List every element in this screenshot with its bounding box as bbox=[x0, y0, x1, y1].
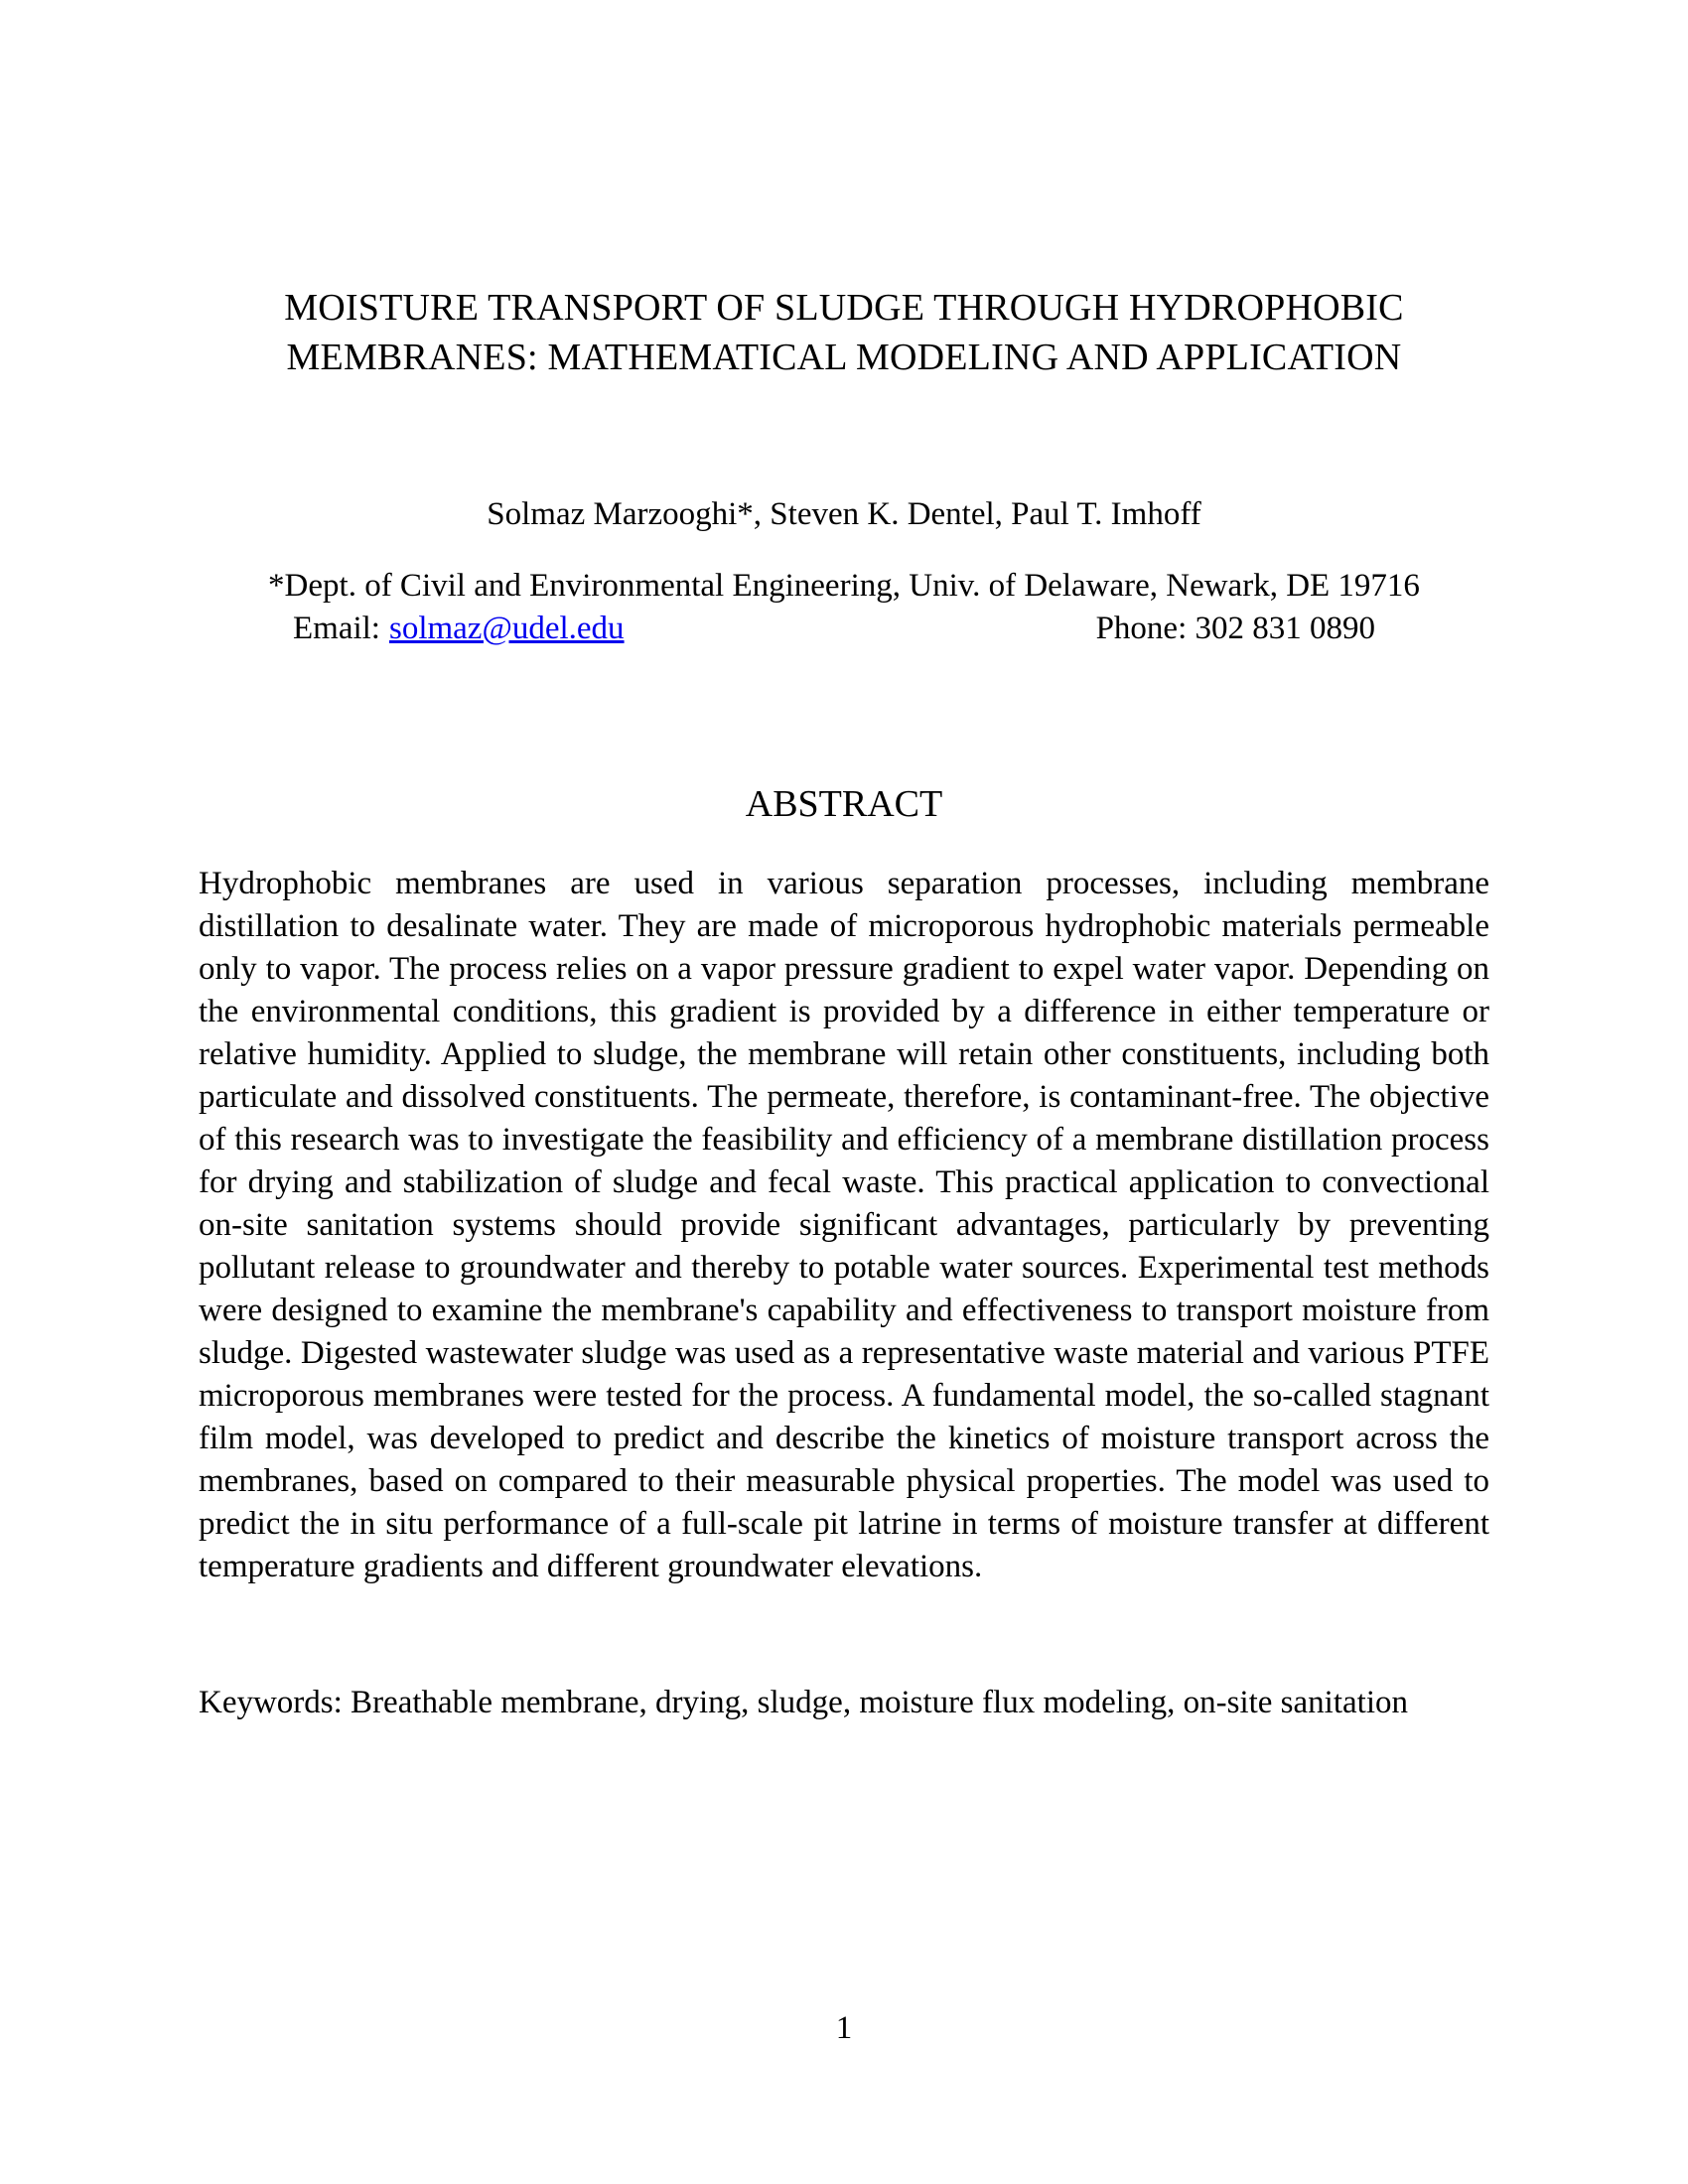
abstract-heading: ABSTRACT bbox=[745, 783, 943, 825]
affiliation-block bbox=[199, 565, 1489, 650]
email-link[interactable]: solmaz@udel.edu bbox=[388, 611, 625, 646]
abstract-paragraph: Hydrophobic membranes are used in various separation processes, including membrane distillation to desalinate water. They are made of microporous hydrophobic materials permeable only to vapor. The process relies on a vapor pressure gradient to expel water vapor. Depending on the environmental conditions, this gradient is provided by a difference in either temperature or relative humidity. Applied to sludge, the membrane will retain other constituents, including both particulate and dissolved constituents. The permeate, therefore, is contaminant-free. The objective of this research was to investigate the feasibility and efficiency of a membrane distillation process for drying and stabilization of sludge and fecal waste. This practical application to convectional on-site sanitation systems should provide significant advantages, particularly by preventing pollutant release to groundwater and thereby to potable water sources. Experimental test methods were designed to examine the membrane's capability and effectiveness to transport moisture from sludge. Digested wastewater sludge was used as a representative waste material and various PTFE microporous membranes were tested for the process. A fundamental model, the so-called stagnant film model, was developed to predict and describe the kinetics of moisture transport across the membranes, based on compared to their measurable physical properties. The model was used to predict the in situ performance of a full-scale pit latrine in terms of moisture transfer at different temperature gradients and different groundwater elevations. bbox=[199, 866, 1489, 1584]
paper-title bbox=[199, 283, 1489, 382]
paper-title-line1: MOISTURE TRANSPORT OF SLUDGE THROUGH HYDROPHOBIC bbox=[284, 287, 1404, 329]
contact-row bbox=[199, 608, 1489, 650]
paper-title-line2: MEMBRANES: MATHEMATICAL MODELING AND APPLICATION bbox=[286, 337, 1402, 378]
keywords-line: Keywords: Breathable membrane, drying, sludge, moisture flux modeling, on-site sanitation bbox=[199, 1685, 1408, 1720]
page-number: 1 bbox=[835, 2010, 853, 2046]
email-line bbox=[293, 608, 625, 650]
email-label: Email: bbox=[293, 611, 380, 646]
phone-line: Phone: 302 831 0890 bbox=[1095, 611, 1375, 646]
authors-line: Solmaz Marzooghi*, Steven K. Dentel, Paul T. Imhoff bbox=[487, 496, 1201, 532]
affiliation-line: *Dept. of Civil and Environmental Engineering, Univ. of Delaware, Newark, DE 19716 bbox=[268, 568, 1420, 604]
